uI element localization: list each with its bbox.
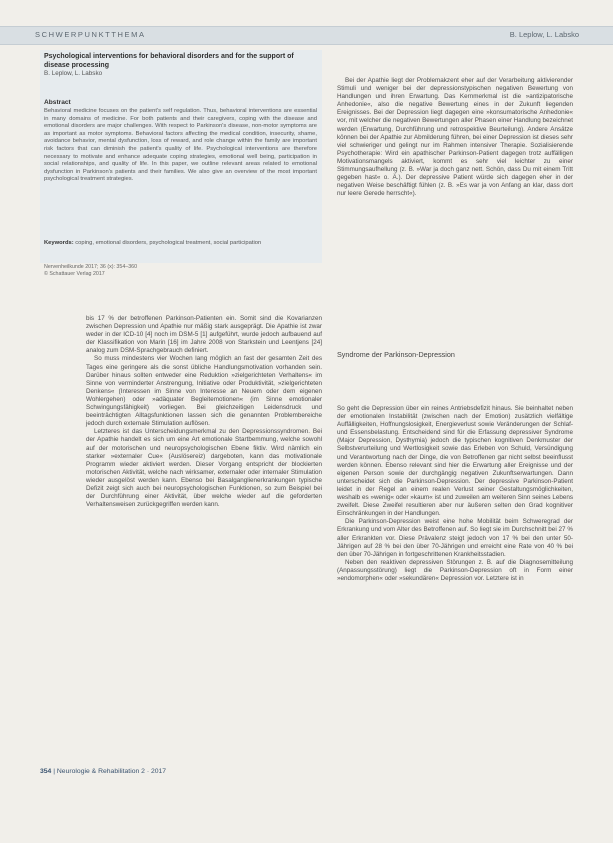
body-column-right-upper bbox=[337, 77, 573, 198]
article-title: Psychological interventions for behavioral disorders and for the support of disease processing bbox=[44, 53, 294, 69]
journal-name: Neurologie & Rehabilitation 2 · 2017 bbox=[56, 768, 167, 775]
paragraph: bis 17 % der betroffenen Parkinson-Patienten ein. Somit sind die Kovarianzen zwischen Depression und Apathie nur mäßig stark ausgeprägt. Die Apathie ist zwar weder in der ICD-10 [4] noch im DSM-5 [1] aufgeführt, wurde jedoch aufbauend auf der Klassifikation von Marin [16] im Jahre 2008 von Starkstein und Leentjens [24] analog zum DSM-Sprachgebrauch definiert. bbox=[86, 315, 322, 355]
citation-line: Nervenheilkunde 2017; 36 (x): 354–360 bbox=[44, 264, 138, 270]
body-column-left bbox=[86, 315, 322, 509]
keywords-label: Keywords: bbox=[44, 240, 74, 246]
paragraph: Letzteres ist das Unterscheidungsmerkmal zu den Depressionssyndromen. Bei der Apathie handelt es sich um eine Art emotionale Startbemmung, welche sowohl auf der motorischen und neuropsychologischen Ebene fiktiv. Wird nämlich ein starker »externaler Cue« (Auslösereiz) dargeboten, kann das motivationale Programm wieder aktiviert werden. Dieser Vorgang entspricht der blockierten motorischen Aktivität, welche nach wirksamer, externaler oder internaler Stimulation wieder ausgelöst werden kann. Ebenso bei Basalganglienerkrankungen typische Defizit zeigt sich auch bei neuropsychologischen Funktionen, so zum Beispiel bei der Durchführung einer Aktivität, über welche wieder auf die geforderten Verhaltensweisen zurückgegriffen werden kann. bbox=[86, 428, 322, 509]
keywords bbox=[44, 240, 317, 248]
page-number: 354 bbox=[40, 768, 52, 775]
body-column-right-lower bbox=[337, 405, 573, 583]
article-authors: B. Leplow, L. Labsko bbox=[44, 70, 103, 77]
footer-separator: | bbox=[53, 768, 57, 775]
paragraph: So geht die Depression über ein reines Antriebsdefizit hinaus. Sie beinhaltet neben der emotionalen Instabilität (zwischen nach der Emotion) zusätzlich vielfältige Auffälligkeiten, Hoffnungslosigkeit, Energieverlust sowie Veränderungen der Schlaf- und Essensbelastung. Entscheidend sind für die Erfassung depressiver Syndrome (Major Depression, Dysthymia) jedoch die typischen kognitiven Denkmuster der Selbstverurteilung und Wertlosigkeit sowie das Erleben von Schuld, Versündigung und Verantwortung nach der Dinge, die von Betroffenen gar nicht selbst beeinflusst werden können. Ebenso relevant sind hier die Erwartung aller Ereignisse und der eigenen Person sowie der durchgängig negativen Zukunftserwartungen. Dann unterscheidet sich die Parkinson-Depression. Der depressive Parkinson-Patient leidet in der Regel an einem realen Verlust seiner Gestaltungsmöglichkeiten, weshalb es »wenig« oder »kaum« ist und zuweilen am weiteren Sinn seines Lebens zweifelt. Diese Zweifel resultieren aber nur äußeren selten den Grad kognitiver Einschränkungen in der Handlungen. bbox=[337, 405, 573, 518]
section-label: SCHWERPUNKTTHEMA bbox=[35, 30, 146, 39]
keywords-text: coping, emotional disorders, psychological treatment, social participation bbox=[75, 240, 262, 246]
copyright-line: © Schattauer Verlag 2017 bbox=[44, 271, 105, 278]
abstract-heading: Abstract bbox=[44, 99, 71, 106]
paragraph: Neben den reaktiven depressiven Störungen z. B. auf die Diagnosemitteilung (Anpassungsstörung) liegt die Parkinson-Depression oft in Form einer »endomorphen« oder »sekundären« Depression vor. Letztere ist in bbox=[337, 558, 573, 582]
paragraph: Bei der Apathie liegt der Problemakzent eher auf der Verarbeitung aktivierender Stimuli und weniger bei der depressionstypischen negativen Bewertung von Handlungen und ihren Erwartung. Das Kernmerkmal ist die »antizipatorische Anhedonie«, also die negative Bewertung eines in der Zukunft liegenden Ereignisses. Bei der Depression liegt dagegen eine »konsumatorische Anhedonie« vor, mit welcher die negativen Bewertungen aller Phasen einer Handlung bezeichnet werden (Erwartung, Durchführung und retrospektive Beurteilung). Andere Ansätze können bei der Apathie zur Abmilderung führen, bei einer Depression ist dieses sehr viel schwieriger und gelingt nur im Rahmen intensiver Therapie. Sozialisierende Psychotherapie: Wird ein apathischer Parkinson-Patient dagegen trotz auffälligen Motivationsmangels aktiviert, kommt es sehr viel leichter zu einer Stimmungsaufhellung (z. B. »War ja doch ganz nett. Schön, dass Du mit einem Tritt gegeben hast« o. Ä.). Der depressive Patient würde sich dagegen eher in der negativen Weise beschäftigt fühlen (z. B. »Es war ja von Anfang an klar, dass dort nur leere Gerede herrscht«). bbox=[337, 77, 573, 198]
page-footer bbox=[40, 768, 166, 775]
paragraph: So muss mindestens vier Wochen lang möglich an fast der gesamten Zeit des Tages eine geringere als die sonst übliche Handlungsmotivation vorhanden sein. Darüber hinaus sollten entweder eine Reduktion »zielgerichteten Verhaltens« im Sinne von verminderter Anstrengung, Initiative oder Produktivität, »zielgerichteten Denkens« (Interessen im Sinne von Interesse an Neuem oder dem eigenen Wohlergehen) oder »adäquater Begleitemotionen« (im Sinne emotionaler Schwingungsfähigkeit) vorliegen. Bei gleichzeitigen Leidensdruck und beeinträchtigten Alltagsfunktionen lassen sich die genannten Problembereiche jedoch durch externale Stimulation auflösen. bbox=[86, 355, 322, 428]
citation bbox=[44, 264, 244, 278]
running-header bbox=[0, 26, 613, 45]
abstract-text: Behavioral medicine focuses on the patient's self regulation. Thus, behavioral interventions are essential in many domains of medicine. For both patients and their caregivers, coping with the disease and emotional disorders are major challenges. With respect to Parkinson's disease, non-motor symptoms are as important as motor symptoms. Behavioral factors affecting the medical condition, insecurity, shame, avoidance behavior, mental dysfunction, loss of reward, and role change within the family are important risk factors that can diminish the patient's quality of life. Psychological interventions are therefore necessary to motivate and enhance adequate coping strategies, emotional well being, participation in social relationships, and quality of life. In this paper, we outline relevant areas related to emotional dysfunction in Parkinson's patients and their families. We also give an overview of the most important psychological treatment strategies. bbox=[44, 108, 317, 183]
paragraph: Die Parkinson-Depression weist eine hohe Mobilität beim Schweregrad der Erkrankung und vom Alter des Betroffenen auf. So liegt sie im Durchschnitt bei 27 % aller Erkrankten vor. Diese Prävalenz steigt jedoch von 17 % bei den unter 50-Jährigen auf 28 % bei den über 70-Jährigen und erreicht eine Rate von 40 % bei den über 70-Jährigen in fortgeschrittenen Krankheitsstadien. bbox=[337, 518, 573, 558]
section-heading: Syndrome der Parkinson-Depression bbox=[337, 350, 455, 359]
header-authors: B. Leplow, L. Labsko bbox=[509, 30, 579, 39]
